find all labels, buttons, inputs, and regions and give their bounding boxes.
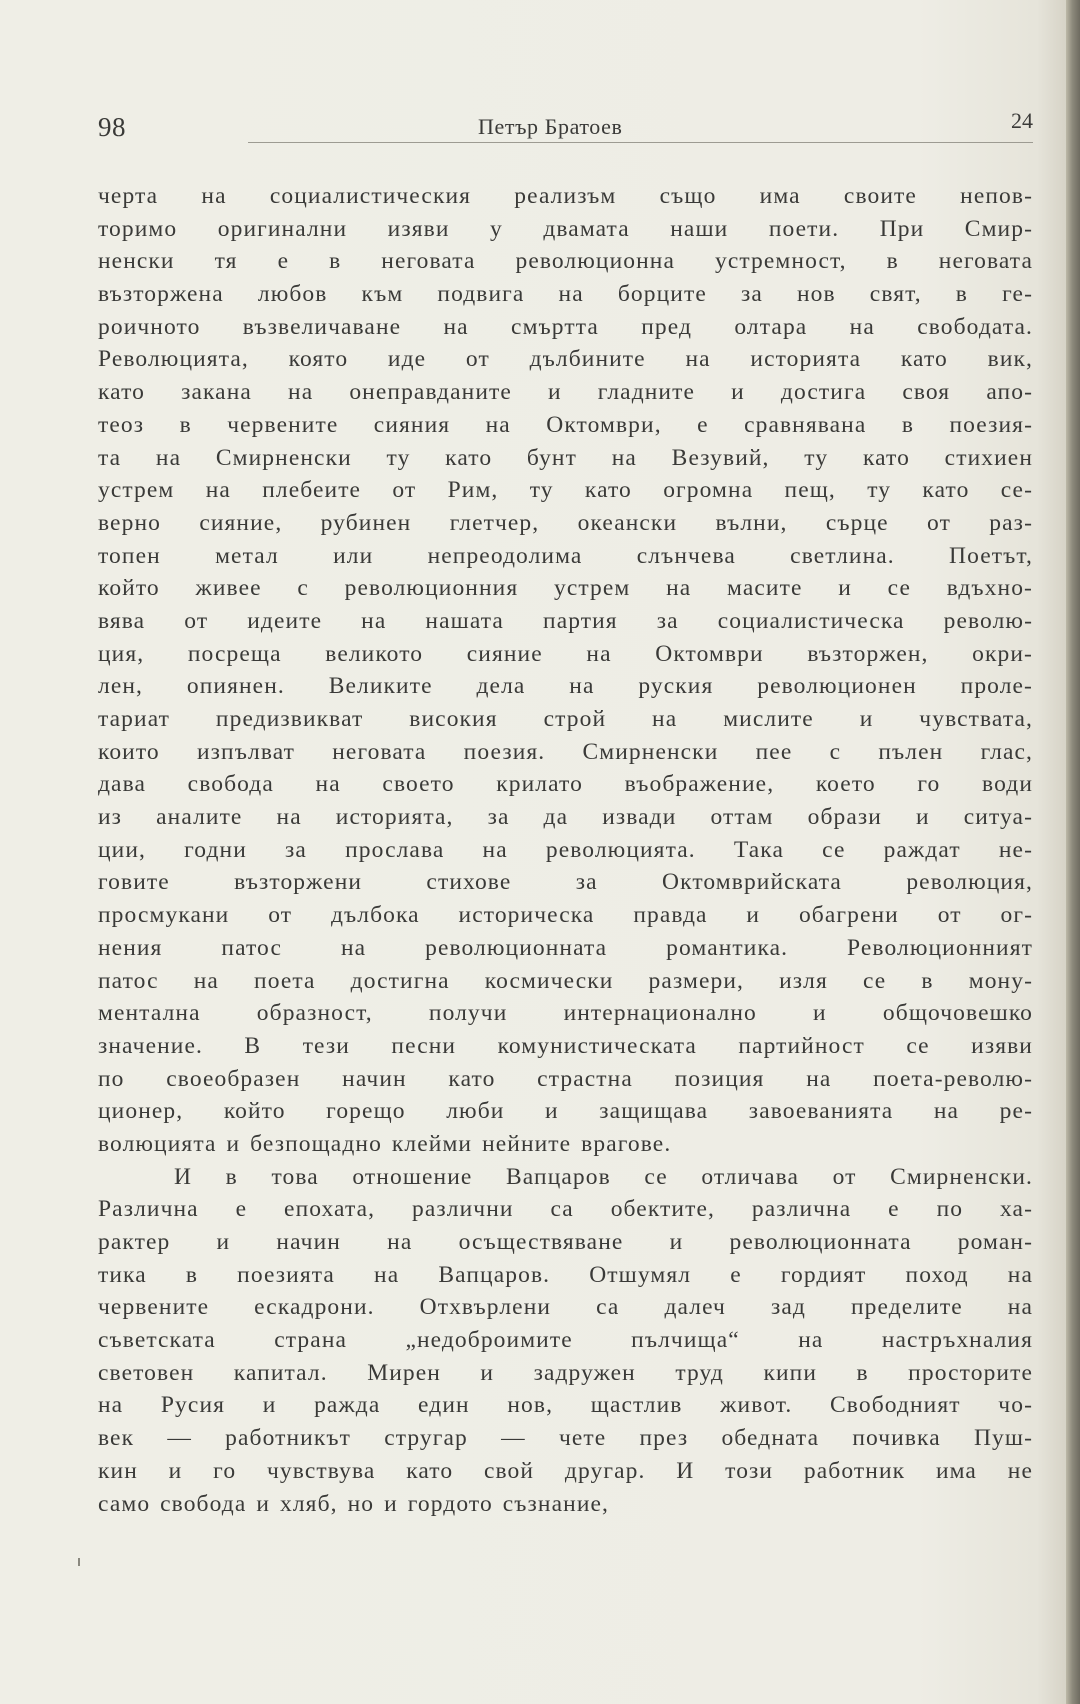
page-header: [98, 108, 1033, 144]
text-line: съветската страна „недоброимите пълчища“ на настръхналия: [98, 1327, 1033, 1354]
text-line: черта на социалистическия реализъм също има своите непов-: [98, 183, 1033, 209]
text-line: като закана на онеправданите и гладните и достига своя апо-: [98, 379, 1033, 406]
text-line: роичното възвеличаване на смъртта пред олтара на свободата.: [98, 313, 1033, 340]
text-line: кин и го чувствува като свой другар. И този работник има не: [98, 1457, 1033, 1484]
text-line: по своеобразен начин като страстна позиция на поета-револю-: [98, 1065, 1033, 1092]
text-line: ции, годни за прослава на революцията. Така се раждат не-: [98, 836, 1033, 863]
text-line: Революцията, която иде от дълбините на историята като вик,: [98, 346, 1033, 373]
text-line: нения патос на революционната романтика. Революционният: [98, 934, 1033, 961]
page-number: 98: [98, 112, 126, 142]
text-line: говите възторжени стихове за Октомврийската революция,: [98, 869, 1033, 896]
text-line: само свобода и хляб, но и гордото съзнание,: [98, 1490, 610, 1517]
paragraph: [98, 180, 1033, 1161]
text-line: Различна е епохата, различни са обектите, различна е по ха-: [98, 1196, 1033, 1223]
text-line: дава свобода на своето крилато въображение, което го води: [98, 771, 1033, 798]
text-line: който живее с революционния устрем на масите и се вдъхно-: [98, 575, 1033, 602]
text-line: значение. В тези песни комунистическата партийност се изяви: [98, 1032, 1033, 1059]
text-line: волюцията и безпощадно клейми нейните врагове.: [98, 1130, 672, 1157]
text-line: патос на поета достигна космически размери, изля се в мону-: [98, 967, 1033, 994]
header-rule: [248, 142, 1033, 143]
text-line: теоз в червените сияния на Октомври, е сравнявана в поезия-: [98, 411, 1033, 438]
text-line: червените ескадрони. Отхвърлени са далеч зад пределите на: [98, 1294, 1033, 1321]
text-line: ционер, който горещо люби и защищава завоеванията на ре-: [98, 1098, 1033, 1125]
text-line: ция, посреща великото сияние на Октомври възторжен, окри-: [98, 640, 1033, 667]
text-line: из аналите на историята, за да извади оттам образи и ситуа-: [98, 804, 1033, 831]
text-line: топен метал или непреодолима слънчева светлина. Поетът,: [98, 542, 1033, 569]
text-line: И в това отношение Вапцаров се отличава от Смирненски.: [174, 1163, 1033, 1190]
text-line: устрем на плебеите от Рим, ту като огромна пещ, ту като се-: [98, 477, 1033, 504]
text-line: лен, опиянен. Великите дела на руския революционен проле-: [98, 673, 1033, 700]
text-line: ненски тя е в неговата революционна устремност, в неговата: [98, 248, 1033, 275]
text-line: та на Смирненски ту като бунт на Везувий, ту като стихиен: [98, 444, 1033, 471]
page-edge-shadow: [1066, 0, 1080, 1704]
text-line: верно сияние, рубинен глетчер, океански вълни, сърце от раз-: [98, 509, 1033, 536]
text-line: вява от идеите на нашата партия за социалистическа револю-: [98, 607, 1033, 634]
paragraph: [98, 1161, 1033, 1521]
text-line: просмукани от дълбока историческа правда и обагрени от ог-: [98, 902, 1033, 929]
text-line: ментална образност, получи интернационално и общочовешко: [98, 1000, 1033, 1027]
text-line: световен капитал. Мирен и задружен труд кипи в просторите: [98, 1359, 1033, 1386]
text-line: тариат предизвикват високия строй на мислите и чувствата,: [98, 706, 1033, 732]
text-line: век — работникът стругар — чете през обедната почивка Пуш-: [98, 1425, 1033, 1452]
margin-mark: [78, 1558, 80, 1566]
text-line: на Русия и ражда един нов, щастлив живот. Свободният чо-: [98, 1392, 1033, 1419]
text-line: рактер и начин на осъществяване и революционната роман-: [98, 1229, 1033, 1255]
body-text: [98, 180, 1033, 1520]
running-title: Петър Братоев: [478, 114, 623, 139]
text-line: торимо оригинални изяви у двамата наши поети. При Смир-: [98, 215, 1033, 242]
signature-mark: 24: [1011, 108, 1033, 133]
text-line: тика в поезията на Вапцаров. Отшумял е гордият поход на: [98, 1261, 1033, 1288]
text-line: възторжена любов към подвига на борците за нов свят, в ге-: [98, 281, 1033, 308]
text-line: които изпълват неговата поезия. Смирненски пее с пълен глас,: [98, 738, 1033, 765]
